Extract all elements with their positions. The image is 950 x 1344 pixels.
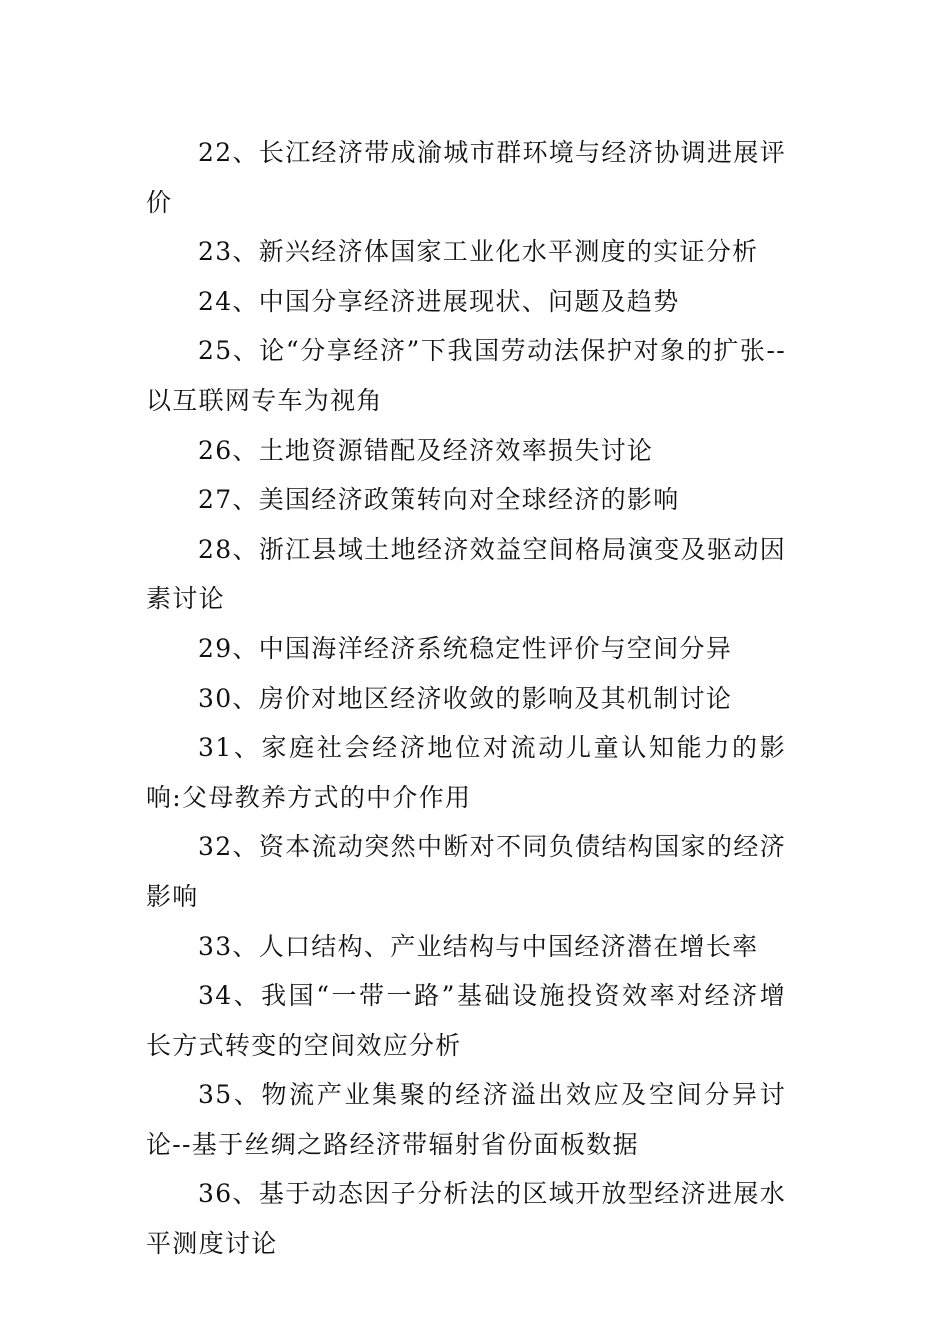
list-item: 29、中国海洋经济系统稳定性评价与空间分异	[198, 633, 733, 663]
list-item: 33、人口结构、产业结构与中国经济潜在增长率	[198, 931, 759, 961]
list-item: 34、我国“一带一路”基础设施投资效率对经济增长方式转变的空间效应分析	[146, 981, 786, 1060]
list-item: 27、美国经济政策转向对全球经济的影响	[198, 485, 680, 515]
list-item: 22、长江经济带成渝城市群环境与经济协调进展评价	[146, 138, 786, 217]
list-item: 23、新兴经济体国家工业化水平测度的实证分析	[198, 237, 759, 267]
list-item: 30、房价对地区经济收敛的影响及其机制讨论	[198, 683, 733, 713]
list-item: 25、论“分享经济”下我国劳动法保护对象的扩张--以互联网专车为视角	[146, 336, 786, 415]
list-item: 26、土地资源错配及经济效率损失讨论	[198, 435, 654, 465]
list-item: 32、资本流动突然中断对不同负债结构国家的经济影响	[146, 832, 786, 911]
list-item: 35、物流产业集聚的经济溢出效应及空间分异讨论--基于丝绸之路经济带辐射省份面板数据	[146, 1080, 786, 1159]
list-item: 24、中国分享经济进展现状、问题及趋势	[198, 286, 680, 316]
topic-list	[146, 128, 786, 1269]
list-item: 36、基于动态因子分析法的区域开放型经济进展水平测度讨论	[146, 1179, 786, 1259]
list-item: 31、家庭社会经济地位对流动儿童认知能力的影响:父母教养方式的中介作用	[146, 733, 786, 812]
list-item: 28、浙江县域土地经济效益空间格局演变及驱动因素讨论	[146, 534, 786, 614]
